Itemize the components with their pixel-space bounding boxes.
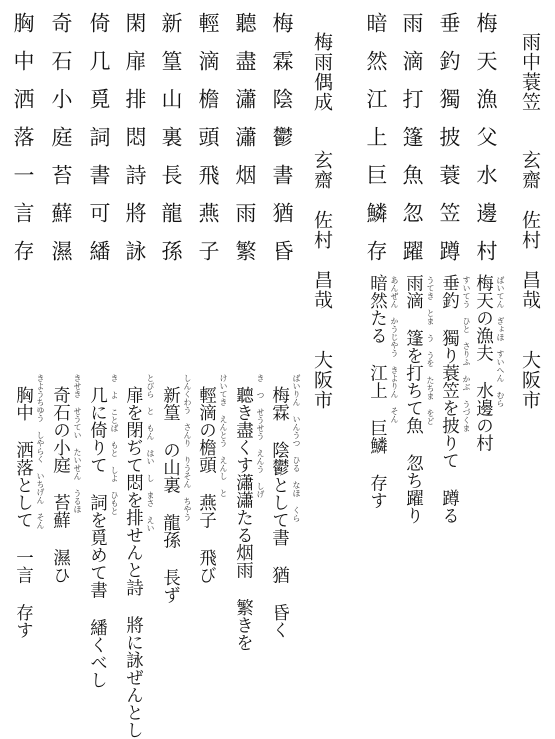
poem2-author: 玄齋 佐村 昌哉 大阪市 <box>311 150 333 410</box>
poem2-reading-8: 胸中 洒落として 一言 存す <box>13 386 34 639</box>
poem2-title: 梅雨偶成 <box>311 32 333 112</box>
poem2-ruby-8: きようちゆう しやらく いちげん そん <box>36 374 45 529</box>
poem2-line-2: 聽盡瀟瀟烟雨繁 <box>233 12 257 278</box>
poem2-reading-4: 新篁 の山裏 龍孫 長ず <box>160 386 181 604</box>
poem1-ruby-4: あんぜん かうじやう きよりん そん <box>390 276 399 423</box>
poem2-reading-6: 几に倚りて 詞を覓めて書 繙くべし <box>87 386 108 689</box>
poem1-line-1: 梅天漁父水邊村 <box>474 12 498 278</box>
poem2-line-5: 閑扉排悶詩將詠 <box>123 12 147 278</box>
poem2-line-1: 梅霖陰鬱書猶昏 <box>270 12 294 278</box>
poem2-line-7: 奇石小庭苔蘚濕 <box>49 12 73 278</box>
poem2-ruby-2: き つ せうせう えんう しげ <box>256 374 265 498</box>
poem1-line-2: 垂釣獨披蓑笠蹲 <box>437 12 461 278</box>
poem1-reading-2: 垂釣 獨り蓑笠を披りて 蹲る <box>439 274 460 524</box>
poem2-line-4: 新篁山裏長龍孫 <box>159 12 183 278</box>
poem2-reading-3: 輕滴の檐頭 燕子 飛び <box>196 386 217 584</box>
poem2-reading-2: 聽き盡くす瀟瀟たる烟雨 繁きを <box>233 386 254 651</box>
poem1-ruby-2: すいてう ひと さりふ かぶ うづくま <box>462 276 471 432</box>
poem2-ruby-5: とびら と もん はい し まさ えい <box>146 374 155 532</box>
poem1-reading-4: 暗然たる 江上 巨鱗 存す <box>367 274 388 509</box>
poem2-line-8: 胸中洒落一言存 <box>11 12 35 278</box>
poem2-ruby-1: ばいりん いんうつ ひる なほ くら <box>292 374 301 522</box>
poem1-line-3: 雨滴打篷魚忽躍 <box>400 12 424 278</box>
poem2-reading-7: 奇石の小庭 苔蘚 濕ひ <box>50 386 71 584</box>
poem1-ruby-1: ばいてん ぎょほ すいへん むら <box>496 276 505 407</box>
poem2-ruby-7: きせき せうてい たいせん うるほ <box>73 374 82 513</box>
poem1-reading-3: 雨滴 篷を打ちて魚 忽ち躍り <box>403 274 424 524</box>
poem2-line-3: 輕滴檐頭飛燕子 <box>196 12 220 278</box>
poem1-line-4: 暗然江上巨鱗存 <box>364 12 388 278</box>
poem2-line-6: 倚几覓詞書可繙 <box>87 12 111 278</box>
poem2-reading-1: 梅霖 陰鬱として書 猶 昏く <box>269 386 290 639</box>
poem2-ruby-4: しんくわう さんり りうそん ちやう <box>183 374 192 521</box>
poem1-reading-1: 梅天の漁夫 水邊の村 <box>473 274 494 452</box>
poem2-ruby-6: き よ ことば もと しよ ひもと <box>110 374 119 515</box>
poem1-ruby-3: うてき とま う うを たちま をど <box>426 276 435 425</box>
poem2-ruby-3: けいてき えんとう えんし と <box>219 374 228 497</box>
poem1-title: 雨中蓑笠 <box>519 32 541 112</box>
poem1-author: 玄齋 佐村 昌哉 大阪市 <box>519 150 541 410</box>
poem2-reading-5: 扉を閉ぢて悶を排せんと詩 將に詠ぜんとし <box>123 386 144 739</box>
